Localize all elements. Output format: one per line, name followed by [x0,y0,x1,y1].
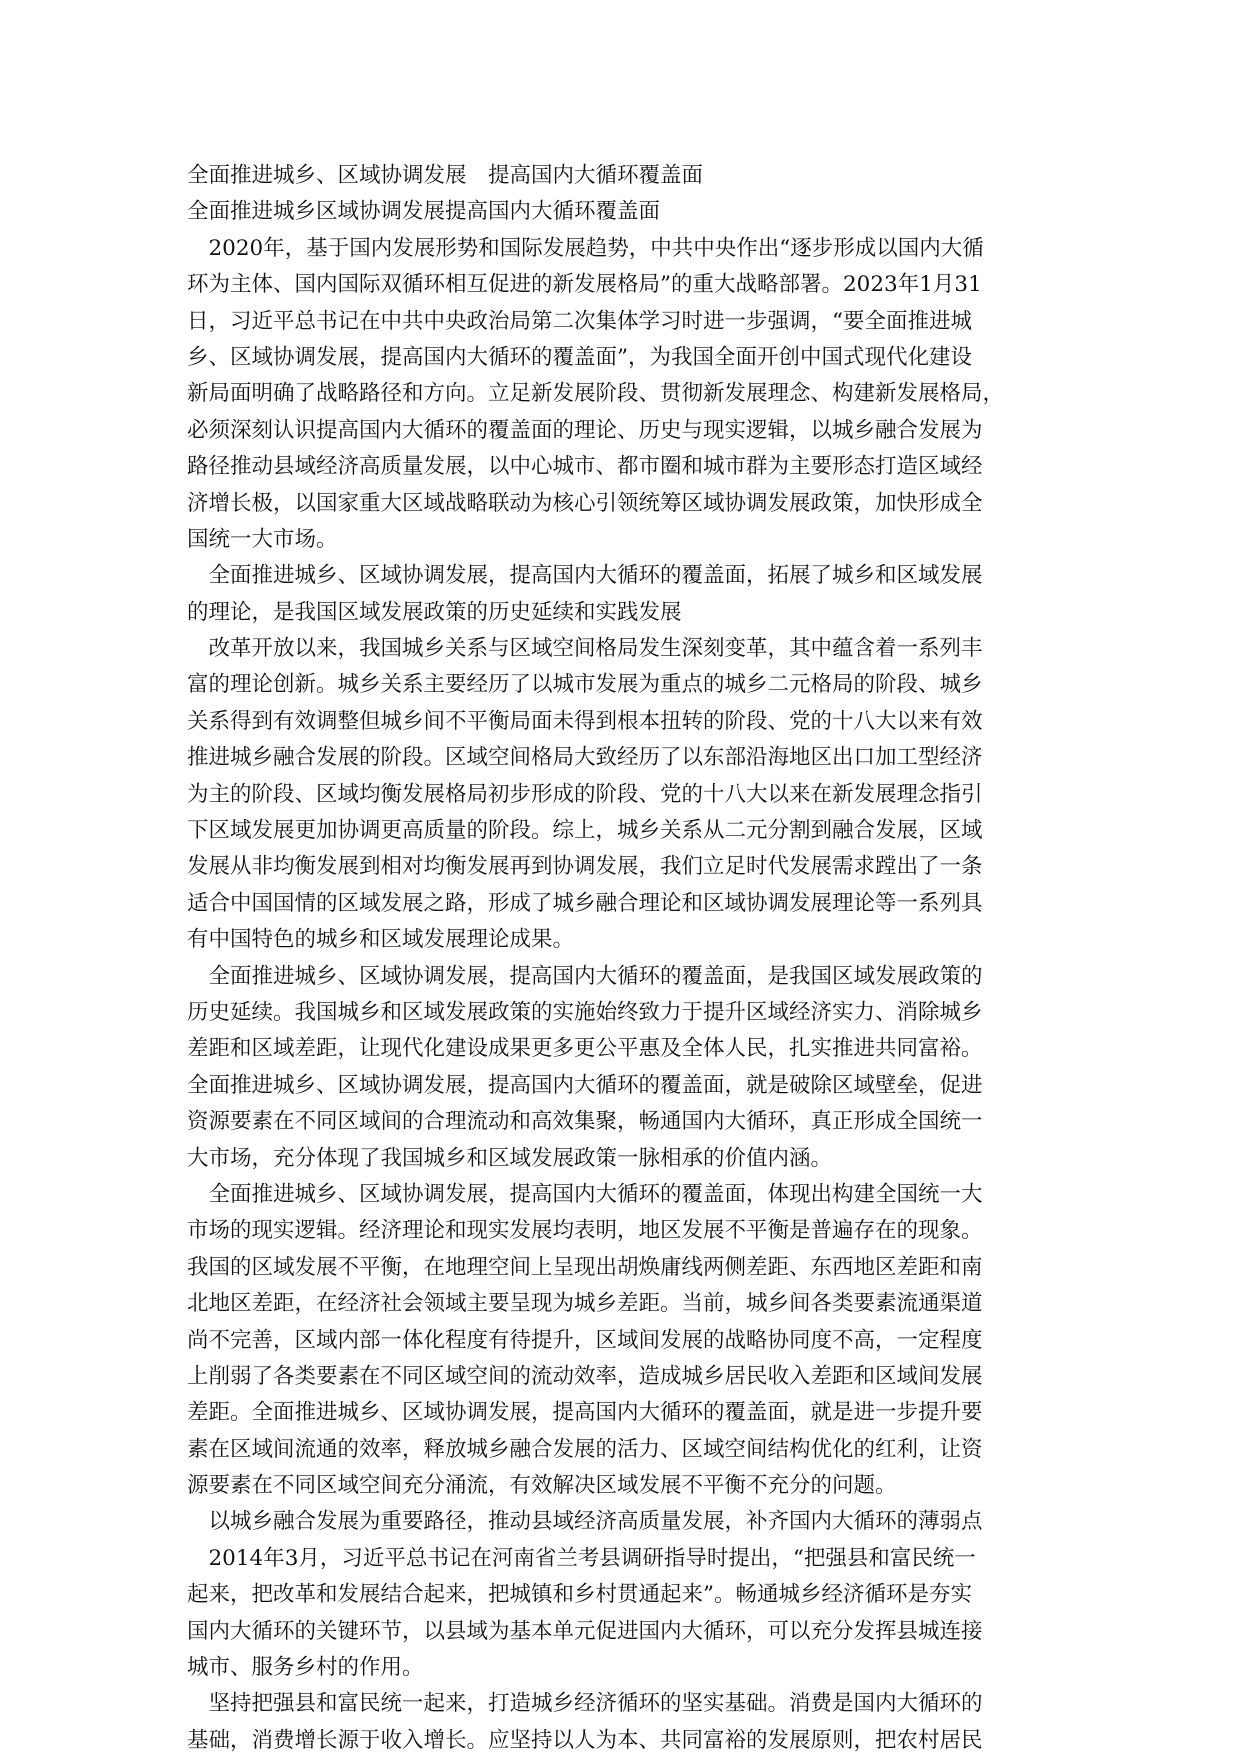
body-text-line: 关系得到有效调整但城乡间不平衡局面未得到根本扭转的阶段、党的十八大以来有效 [187,708,983,734]
body-text-line: 上削弱了各类要素在不同区域空间的流动效率，造成城乡居民收入差距和区域间发展 [187,1363,983,1389]
body-text-line: 国内大循环的关键环节，以县域为基本单元促进国内大循环，可以充分发挥县城连接 [187,1618,983,1644]
body-text-line: 市场的现实逻辑。经济理论和现实发展均表明，地区发展不平衡是普遍存在的现象。 [187,1218,983,1244]
body-text-line: 历史延续。我国城乡和区域发展政策的实施始终致力于提升区域经济实力、消除城乡 [187,999,983,1025]
body-text-line: 推进城乡融合发展的阶段。区域空间格局大致经历了以东部沿海地区出口加工型经济 [187,745,983,771]
body-text-line: 发展从非均衡发展到相对均衡发展再到协调发展，我们立足时代发展需求蹚出了一条 [187,854,983,880]
body-text-line: 为主的阶段、区域均衡发展格局初步形成的阶段、党的十八大以来在新发展理念指引 [187,781,983,807]
body-text-line: 全面推进城乡、区域协调发展，提高国内大循环的覆盖面，拓展了城乡和区域发展 [187,563,983,589]
body-text-line: 全面推进城乡、区域协调发展，提高国内大循环的覆盖面，是我国区域发展政策的 [187,963,983,989]
body-text-line: 改革开放以来，我国城乡关系与区域空间格局发生深刻变革，其中蕴含着一系列丰 [187,636,983,662]
document-title: 全面推进城乡、区域协调发展 提高国内大循环覆盖面 [187,163,704,188]
body-text-line: 适合中国国情的区域发展之路，形成了城乡融合理论和区域协调发展理论等一系列具 [187,890,983,916]
body-text-line: 新局面明确了战略路径和方向。立足新发展阶段、贯彻新发展理念、构建新发展格局， [187,381,1005,407]
body-text-line: 环为主体、国内国际双循环相互促进的新发展格局”的重大战略部署。2023年1月31 [187,272,982,298]
body-text-line: 济增长极，以国家重大区域战略联动为核心引领统筹区域协调发展政策，加快形成全 [187,490,983,516]
body-text-line: 北地区差距，在经济社会领域主要呈现为城乡差距。当前，城乡间各类要素流通渠道 [187,1291,983,1317]
body-text-line: 基础，消费增长源于收入增长。应坚持以人为本、共同富裕的发展原则，把农村居民 [187,1727,983,1753]
body-text-line: 源要素在不同区域空间充分涌流，有效解决区域发展不平衡不充分的问题。 [187,1473,897,1499]
document-subtitle: 全面推进城乡区域协调发展提高国内大循环覆盖面 [187,199,661,225]
body-text-line: 乡、区域协调发展，提高国内大循环的覆盖面”，为我国全面开创中国式现代化建设 [187,344,972,370]
body-text-line: 全面推进城乡、区域协调发展，提高国内大循环的覆盖面，体现出构建全国统一大 [187,1181,983,1207]
body-text-line: 以城乡融合发展为重要路径，推动县域经济高质量发展，补齐国内大循环的薄弱点 [187,1509,983,1535]
body-text-line: 必须深刻认识提高国内大循环的覆盖面的理论、历史与现实逻辑，以城乡融合发展为 [187,417,983,443]
body-text-line: 全面推进城乡、区域协调发展，提高国内大循环的覆盖面，就是破除区域壁垒，促进 [187,1072,983,1098]
body-text-line: 2014年3月，习近平总书记在河南省兰考县调研指导时提出，“把强县和富民统一 [187,1545,976,1571]
body-text-line: 素在区域间流通的效率，释放城乡融合发展的活力、区域空间结构优化的红利，让资 [187,1436,983,1462]
body-text-line: 下区域发展更加协调更高质量的阶段。综上，城乡关系从二元分割到融合发展，区域 [187,818,983,844]
body-text-line: 坚持把强县和富民统一起来，打造城乡经济循环的坚实基础。消费是国内大循环的 [187,1691,983,1717]
body-text-line: 日，习近平总书记在中共中央政治局第二次集体学习时进一步强调，“要全面推进城 [187,308,972,334]
body-text-line: 大市场，充分体现了我国城乡和区域发展政策一脉相承的价值内涵。 [187,1145,833,1171]
document-body [187,158,1067,1759]
body-text-line: 路径推动县域经济高质量发展，以中心城市、都市圈和城市群为主要形态打造区域经 [187,454,983,480]
body-text-line: 尚不完善，区域内部一体化程度有待提升，区域间发展的战略协同度不高，一定程度 [187,1327,983,1353]
body-text-line: 国统一大市场。 [187,526,338,552]
body-text-line: 2020年，基于国内发展形势和国际发展趋势，中共中央作出“逐步形成以国内大循 [187,235,984,261]
body-text-line: 我国的区域发展不平衡，在地理空间上呈现出胡焕庸线两侧差距、东西地区差距和南 [187,1254,983,1280]
body-text-line: 资源要素在不同区域间的合理流动和高效集聚，畅通国内大循环，真正形成全国统一 [187,1109,983,1135]
body-text-line: 差距和区域差距，让现代化建设成果更多更公平惠及全体人民，扎实推进共同富裕。 [187,1036,983,1062]
body-text-line: 的理论，是我国区域发展政策的历史延续和实践发展 [187,599,682,625]
body-text-line: 城市、服务乡村的作用。 [187,1655,424,1681]
body-text-line: 差距。全面推进城乡、区域协调发展，提高国内大循环的覆盖面，就是进一步提升要 [187,1400,983,1426]
body-text-line: 有中国特色的城乡和区域发展理论成果。 [187,927,575,953]
body-text-line: 起来，把改革和发展结合起来，把城镇和乡村贯通起来”。畅通城乡经济循环是夯实 [187,1582,972,1608]
body-text-line: 富的理论创新。城乡关系主要经历了以城市发展为重点的城乡二元格局的阶段、城乡 [187,672,983,698]
